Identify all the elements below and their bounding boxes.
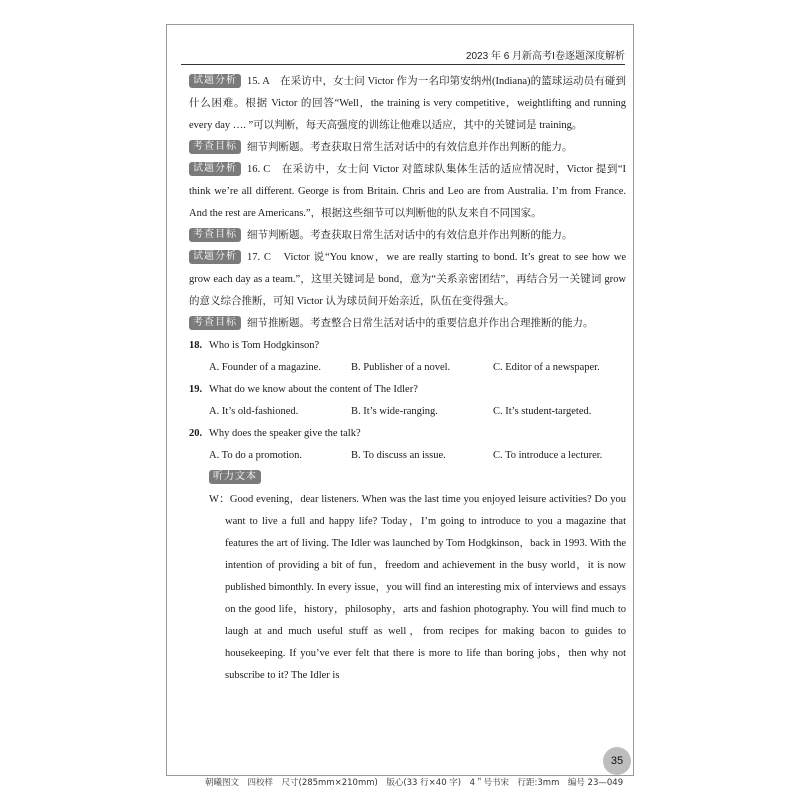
option-a: A. It’s old-fashioned.	[209, 406, 299, 417]
option-c: C. Editor of a newspaper.	[493, 362, 600, 373]
question-text: Who is Tom Hodgkinson?	[209, 340, 320, 351]
print-footer: 朝曦图文 四校样 尺寸(285mm×210mm) 版心(33 行×40 字) 4＂号书宋 行距:3mm 编号 23—049	[205, 778, 624, 788]
page-content	[189, 71, 626, 687]
option-b: B. It’s wide-ranging.	[351, 406, 438, 417]
listening-heading	[189, 467, 626, 489]
section-tag: 试题分析	[189, 250, 241, 264]
page	[166, 24, 634, 776]
running-header: 2023 年 6 月新高考Ⅰ卷逐题深度解析	[465, 51, 625, 62]
question-18	[189, 335, 626, 379]
question-text: What do we know about the content of The Idler?	[209, 384, 418, 395]
section-tag: 试题分析	[189, 162, 241, 176]
option-b: B. To discuss an issue.	[351, 450, 446, 461]
question-text: Why does the speaker give the talk?	[209, 428, 361, 439]
objective-15: 考查目标 细节判断题。考查获取日常生活对话中的有效信息并作出判断的能力。	[189, 137, 626, 159]
analysis-16: 试题分析 16. C 在采访中，女士问 Victor 对篮球队集体生活的适应情况时，Victor 提到“I think we’re all different. George is from Britain. Chris and Leo are from Australia. I’m from France. And the rest are Americans.”，根据这些细节可以判断他的队友来自不同国家。	[189, 163, 626, 219]
option-a: A. To do a promotion.	[209, 450, 302, 461]
question-number: 18.	[189, 340, 203, 351]
question-20	[189, 423, 626, 467]
section-tag: 考查目标	[189, 140, 241, 154]
header-rule	[181, 64, 625, 65]
question-number: 19.	[189, 384, 203, 395]
page-number: 35	[603, 747, 631, 775]
transcript-text: W：Good evening，dear listeners. When was the last time you enjoyed leisure activities? Do you want to live a full and happy life? Today，I’m going to introduce to you a magazine that features the art of living. The Idler was launched by Tom Hodgkinson，back in 1993. With the intention of providing a bit of fun，freedom and achievement in the busy world，it is now published bimonthly. In every issue，you will find an interesting mix of interviews and essays on the good life，history，philosophy，arts and fashion photography. You will find much to laugh at and much useful stuff as well，from recipes for making bacon to guides to housekeeping. If you’ve ever felt that there is more to life than boring jobs，then why not subscribe to it? The Idler is	[209, 494, 626, 681]
options	[189, 401, 626, 423]
option-b: B. Publisher of a novel.	[351, 362, 451, 373]
objective-16: 考查目标 细节判断题。考查获取日常生活对话中的有效信息并作出判断的能力。	[189, 225, 626, 247]
objective-17: 考查目标 细节推断题。考查整合日常生活对话中的重要信息并作出合理推断的能力。	[189, 313, 626, 335]
analysis-17: 试题分析 17. C Victor 说“You know，we are really starting to bond. It’s great to see how we grow each day as a team.”，这里关键词是 bond，意为“关系亲密团结”，再结合另一关键词 grow 的意义综合推断，可知 Victor 认为球员间开始亲近，队伍在变得强大。	[189, 251, 626, 307]
options	[189, 357, 626, 379]
option-c: C. It’s student-targeted.	[493, 406, 592, 417]
option-a: A. Founder of a magazine.	[209, 362, 321, 373]
section-tag: 考查目标	[189, 316, 241, 330]
option-c: C. To introduce a lecturer.	[493, 450, 603, 461]
question-number: 20.	[189, 428, 203, 439]
analysis-15: 试题分析 15. A 在采访中，女士问 Victor 作为一名印第安纳州(Indiana)的篮球运动员有碰到什么困难。根据 Victor 的回答“Well，the training is very competitive，weightlifting and running every day …. ”可以判断，每天高强度的训练让他难以适应，其中的关键词是 training。	[189, 75, 626, 131]
listening-tag: 听力文本	[209, 470, 261, 484]
section-tag: 试题分析	[189, 74, 241, 88]
question-19	[189, 379, 626, 423]
options	[189, 445, 626, 467]
section-tag: 考查目标	[189, 228, 241, 242]
